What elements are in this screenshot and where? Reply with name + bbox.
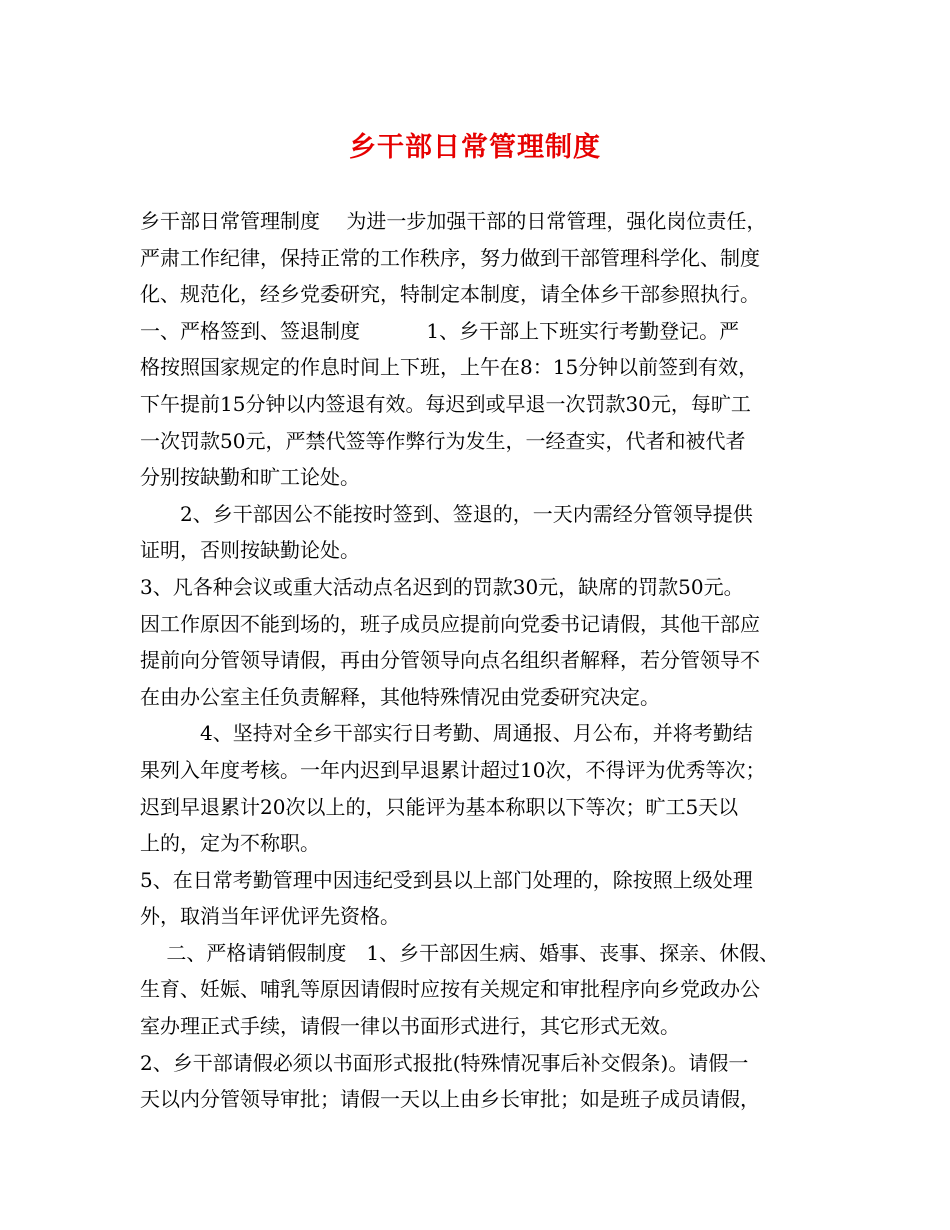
body-line: 4、坚持对全乡干部实行日考勤、周通报、月公布，并将考勤结 — [140, 721, 753, 746]
body-line: 3、凡各种会议或重大活动点名迟到的罚款30元，缺席的罚款50元。 — [140, 574, 744, 599]
body-line: 证明，否则按缺勤论处。 — [140, 538, 360, 563]
body-line: 2、乡干部因公不能按时签到、签退的，一天内需经分管领导提供 — [140, 501, 753, 526]
body-line: 提前向分管领导请假，再由分管领导向点名组织者解释，若分管领导不 — [140, 648, 760, 673]
body-line: 因工作原因不能到场的，班子成员应提前向党委书记请假，其他干部应 — [140, 611, 760, 636]
body-line: 外，取消当年评优评先资格。 — [140, 904, 400, 929]
body-line: 下午提前15分钟以内签退有效。每迟到或早退一次罚款30元，每旷工 — [140, 391, 751, 416]
body-line: 格按照国家规定的作息时间上下班，上午在8：15分钟以前签到有效， — [140, 355, 759, 380]
body-line: 天以内分管领导审批；请假一天以上由乡长审批；如是班子成员请假， — [140, 1087, 760, 1112]
body-line: 二、严格请销假制度 1、乡干部因生病、婚事、丧事、探亲、休假、 — [140, 940, 780, 965]
body-line: 一、严格签到、签退制度 1、乡干部上下班实行考勤登记。严 — [140, 318, 740, 343]
body-line: 迟到早退累计20次以上的，只能评为基本称职以下等次；旷工5天以 — [140, 794, 739, 819]
body-line: 生育、妊娠、哺乳等原因请假时应按有关规定和审批程序向乡党政办公 — [140, 977, 760, 1002]
body-line: 分别按缺勤和旷工论处。 — [140, 465, 360, 490]
body-line: 果列入年度考核。一年内迟到早退累计超过10次，不得评为优秀等次； — [140, 757, 766, 782]
body-line: 在由办公室主任负责解释，其他特殊情况由党委研究决定。 — [140, 684, 660, 709]
document-title: 乡干部日常管理制度 — [349, 132, 601, 163]
body-line: 室办理正式手续，请假一律以书面形式进行，其它形式无效。 — [140, 1014, 680, 1039]
document-body — [140, 203, 820, 1118]
body-line: 乡干部日常管理制度 为进一步加强干部的日常管理，强化岗位责任， — [140, 209, 767, 233]
body-line: 2、乡干部请假必须以书面形式报批(特殊情况事后补交假条)。请假一 — [140, 1050, 749, 1075]
body-line: 一次罚款50元，严禁代签等作弊行为发生，一经查实，代者和被代者 — [140, 428, 746, 453]
body-line: 5、在日常考勤管理中因违纪受到县以上部门处理的，除按照上级处理 — [140, 867, 753, 892]
body-line: 上的，定为不称职。 — [140, 831, 320, 856]
body-line: 化、规范化，经乡党委研究，特制定本制度，请全体乡干部参照执行。 — [140, 282, 760, 307]
body-line: 严肃工作纪律，保持正常的工作秩序，努力做到干部管理科学化、制度 — [140, 245, 760, 270]
